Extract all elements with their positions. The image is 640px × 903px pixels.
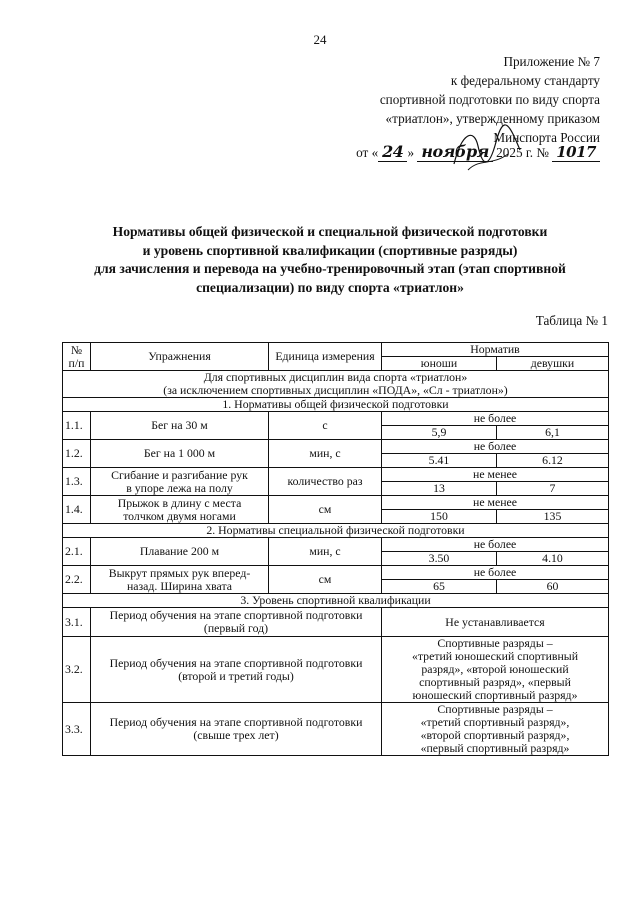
qual-requirement: Не устанавливается (382, 608, 609, 637)
order-date-prefix: от « (356, 145, 379, 160)
row-boys-value: 13 (382, 482, 497, 496)
table-row (63, 496, 609, 510)
row-unit: мин, с (269, 440, 382, 468)
row-num: 3.1. (63, 608, 91, 637)
row-boys-value: 65 (382, 580, 497, 594)
row-exercise: Сгибание и разгибание рук в упоре лежа на полу (91, 468, 269, 496)
appendix-line: Приложение № 7 (503, 54, 600, 69)
section-row (63, 524, 609, 538)
row-girls-value: 60 (497, 580, 609, 594)
header-num: № п/п (63, 343, 91, 371)
row-unit: количество раз (269, 468, 382, 496)
title-line: специализации) по виду спорта «триатлон» (196, 279, 464, 295)
row-exercise: Бег на 30 м (91, 412, 269, 440)
page-number: 24 (313, 32, 327, 47)
qualification-row (63, 608, 609, 637)
section-1-title: 1. Нормативы общей физической подготовки (63, 398, 609, 412)
row-girls-value: 135 (497, 510, 609, 524)
header-norm: Норматив (382, 343, 609, 357)
qual-period: Период обучения на этапе спортивной подготовки (второй и третий годы) (91, 637, 382, 703)
row-boys-value: 5,9 (382, 426, 497, 440)
qual-requirement: Спортивные разряды – «третий юношеский спортивный разряд», «второй юношеский спортивный разряд», «первый юношеский спортивный разряд» (382, 637, 609, 703)
row-num: 1.3. (63, 468, 91, 496)
row-unit: см (269, 566, 382, 594)
row-condition: не более (382, 440, 609, 454)
row-condition: не более (382, 412, 609, 426)
section-3-title: 3. Уровень спортивной квалификации (63, 594, 609, 608)
norms-table (62, 342, 609, 756)
row-num: 2.1. (63, 538, 91, 566)
header-girls: девушки (497, 357, 609, 371)
document-title (40, 223, 620, 297)
title-line: для зачисления и перевода на учебно-тренировочный этап (этап спортивной (94, 261, 566, 276)
section-2-title: 2. Нормативы специальной физической подготовки (63, 524, 609, 538)
row-boys-value: 150 (382, 510, 497, 524)
qual-requirement: Спортивные разряды – «третий спортивный разряд», «второй спортивный разряд», «первый спортивный разряд» (382, 703, 609, 756)
order-date-line (356, 142, 600, 161)
appendix-line: «триатлон», утвержденному приказом (385, 111, 600, 126)
row-girls-value: 7 (497, 482, 609, 496)
row-exercise: Прыжок в длину с места толчком двумя ногами (91, 496, 269, 524)
appendix-line: Минспорта России (493, 130, 600, 145)
row-condition: не менее (382, 468, 609, 482)
qual-period: Период обучения на этапе спортивной подготовки (первый год) (91, 608, 382, 637)
row-exercise: Выкрут прямых рук вперед- назад. Ширина хвата (91, 566, 269, 594)
table-row (63, 440, 609, 454)
qualification-row (63, 703, 609, 756)
order-year: 2025 г. № (496, 145, 549, 160)
table-row (63, 538, 609, 552)
row-boys-value: 3.50 (382, 552, 497, 566)
row-unit: с (269, 412, 382, 440)
order-day-handwritten: 24 (378, 142, 407, 162)
row-girls-value: 4.10 (497, 552, 609, 566)
appendix-line: к федеральному стандарту (450, 73, 600, 88)
row-boys-value: 5.41 (382, 454, 497, 468)
header-boys: юноши (382, 357, 497, 371)
row-num: 1.2. (63, 440, 91, 468)
table-row (63, 412, 609, 426)
row-condition: не менее (382, 496, 609, 510)
order-date-mid: » (407, 145, 415, 160)
order-number-handwritten: 1017 (552, 143, 600, 162)
section-row (63, 594, 609, 608)
header-unit: Единица измерения (269, 343, 382, 371)
row-num: 1.4. (63, 496, 91, 524)
row-unit: мин, с (269, 538, 382, 566)
table-caption: Таблица № 1 (535, 313, 608, 328)
row-unit: см (269, 496, 382, 524)
section-row (63, 398, 609, 412)
title-line: Нормативы общей физической и специальной физической подготовки (112, 224, 548, 239)
row-exercise: Бег на 1 000 м (91, 440, 269, 468)
header-exercise: Упражнения (91, 343, 269, 371)
row-exercise: Плавание 200 м (91, 538, 269, 566)
appendix-line: спортивной подготовки по виду спорта (379, 92, 600, 107)
table-row (63, 468, 609, 482)
qual-period: Период обучения на этапе спортивной подготовки (свыше трех лет) (91, 703, 382, 756)
row-condition: не более (382, 538, 609, 552)
row-num: 1.1. (63, 412, 91, 440)
row-num: 3.2. (63, 637, 91, 703)
title-line: и уровень спортивной квалификации (спортивные разряды) (142, 242, 518, 258)
row-girls-value: 6.12 (497, 454, 609, 468)
discipline-cell: Для спортивных дисциплин вида спорта «триатлон» (за исключением спортивных дисциплин «ПОДА», «Сл - триатлон») (63, 371, 609, 398)
row-num: 3.3. (63, 703, 91, 756)
table-header-row (63, 343, 609, 357)
row-girls-value: 6,1 (497, 426, 609, 440)
order-month-handwritten: ноября (417, 142, 493, 162)
row-num: 2.2. (63, 566, 91, 594)
discipline-row (63, 371, 609, 398)
row-condition: не более (382, 566, 609, 580)
qualification-row (63, 637, 609, 703)
table-row (63, 566, 609, 580)
